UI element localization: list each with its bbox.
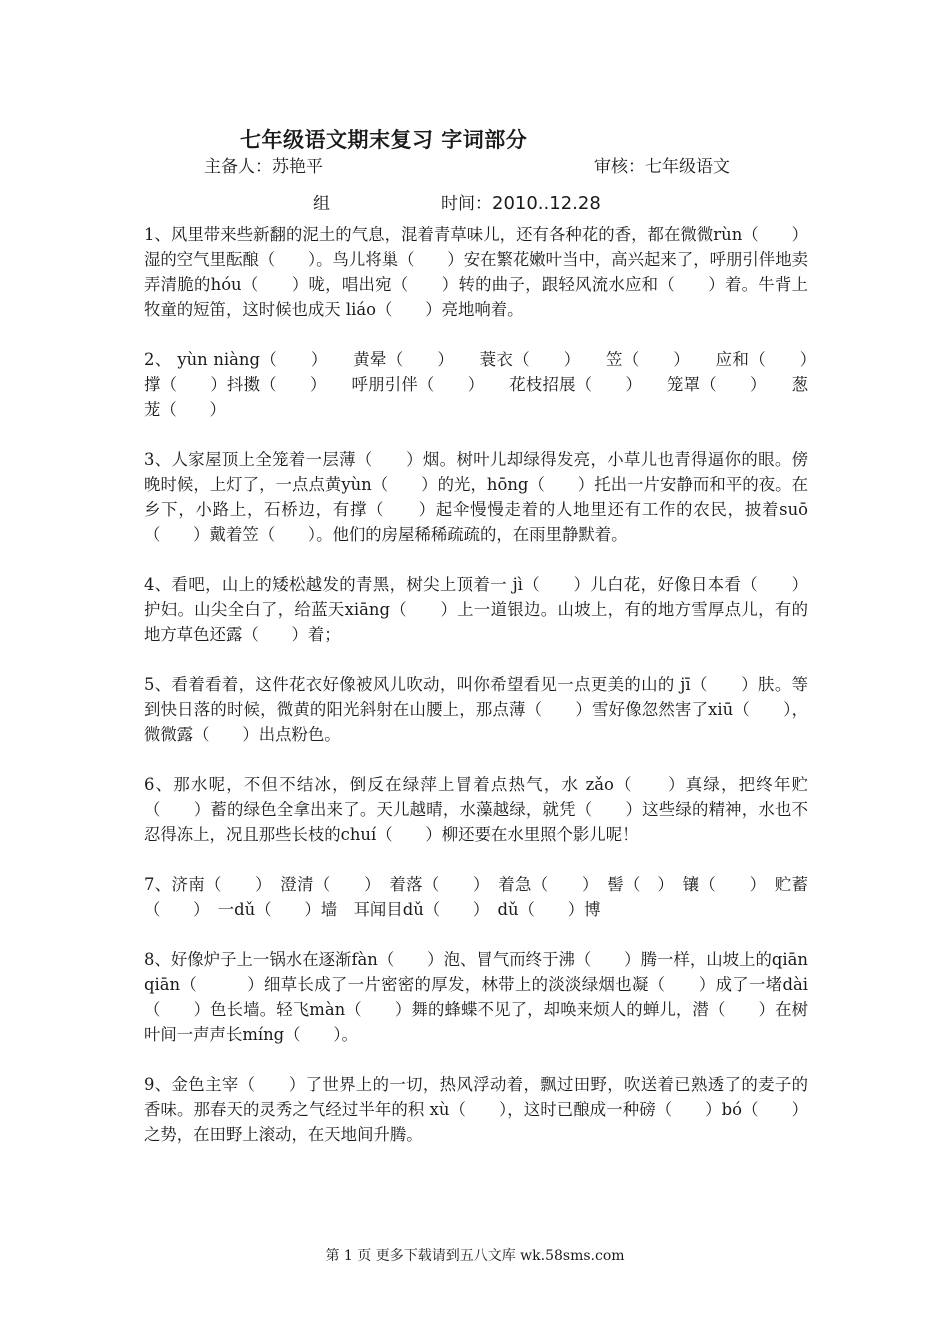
question-4: 4、看吧，山上的矮松越发的青黑，树尖上顶着一 jì（ ）儿白花，好像日本看（ ）护妇。山尖全白了，给蓝天xiāng（ ）上一道银边。山坡上，有的地方雪厚点儿，有的地方草色还露（ ）着； [144,575,808,644]
date-line [441,189,601,214]
page-footer: 第 1 页 更多下载请到五八文库 wk.58sms.com [325,1248,625,1264]
reviewer-label: 审核：七年级语文 [594,157,730,177]
question-list [144,222,841,1172]
question-7: 7、济南（ ） 澄清（ ） 着落（ ） 着急（ ） 髻（ ） 镶（ ） 贮蓄（ ） 一dǔ（ ）墙 耳闻目dǔ（ ） dǔ（ ）博 [144,875,808,919]
page-title: 七年级语文期末复习 字词部分 [240,127,528,152]
question-9: 9、金色主宰（ ）了世界上的一切，热风浮动着，飘过田野，吹送着已熟透了的麦子的香味。那春天的灵秀之气经过半年的积 xù（ ），这时已酿成一种磅（ ）bó（ ）之势，在田野上滚动，在天地间升腾。 [144,1075,808,1144]
time-label: 时间： [441,194,492,214]
group-label: 组 [313,194,330,214]
question-6: 6、那水呢，不但不结冰，倒反在绿萍上冒着点热气，水 zǎo（ ）真绿，把终年贮（ ）蓄的绿色全拿出来了。天儿越晴，水藻越绿，就凭（ ）这些绿的精神，水也不忍得冻上，况且那些长枝的chuí（ ）柳还要在水里照个影儿呢！ [144,775,808,844]
question-2: 2、 yùn niàng（ ） 黄晕（ ） 蓑衣（ ） 笠（ ） 应和（ ） 撑（ ）抖擞（ ） 呼朋引伴（ ） 花枝招展（ ） 笼罩（ ） 葱茏（ ） [144,350,841,419]
question-5: 5、看着看着，这件花衣好像被风儿吹动，叫你希望看见一点更美的山的 jī（ ）肤。等到快日落的时候，微黄的阳光斜射在山腰上，那点薄（ ）雪好像忽然害了xiū（ ），微微露（ ）出点粉色。 [144,675,808,744]
time-value: 2010..12.28 [492,193,601,214]
question-1: 1、风里带来些新翻的泥土的气息，混着青草味儿，还有各种花的香，都在微微rùn（ ）湿的空气里酝酿（ ）。鸟儿将巢（ ）安在繁花嫩叶当中，高兴起来了，呼朋引伴地卖弄清脆的hóu（ ）咙，唱出宛（ ）转的曲子，跟轻风流水应和（ ）着。牛背上牧童的短笛，这时候也成天 liáo（ ）亮地响着。 [144,225,808,319]
preparer-label: 主备人：苏艳平 [204,157,323,177]
question-8: 8、好像炉子上一锅水在逐渐fàn（ ）泡、冒气而终于沸（ ）腾一样，山坡上的qiān qiān（ ）细草长成了一片密密的厚发，林带上的淡淡绿烟也凝（ ）成了一堵dài（ ）色长墙。轻飞màn（ ）舞的蜂蝶不见了，却唤来烦人的蝉儿，潜（ ）在树叶间一声声长míng（ ）。 [144,950,808,1044]
question-3: 3、人家屋顶上全笼着一层薄（ ）烟。树叶儿却绿得发亮，小草儿也青得逼你的眼。傍晚时候，上灯了，一点点黄yùn（ ）的光，hōng（ ）托出一片安静而和平的夜。在乡下，小路上，石桥边，有撑（ ）起伞慢慢走着的人地里还有工作的农民，披着suō（ ）戴着笠（ ）。他们的房屋稀稀疏疏的，在雨里静默着。 [144,450,808,544]
